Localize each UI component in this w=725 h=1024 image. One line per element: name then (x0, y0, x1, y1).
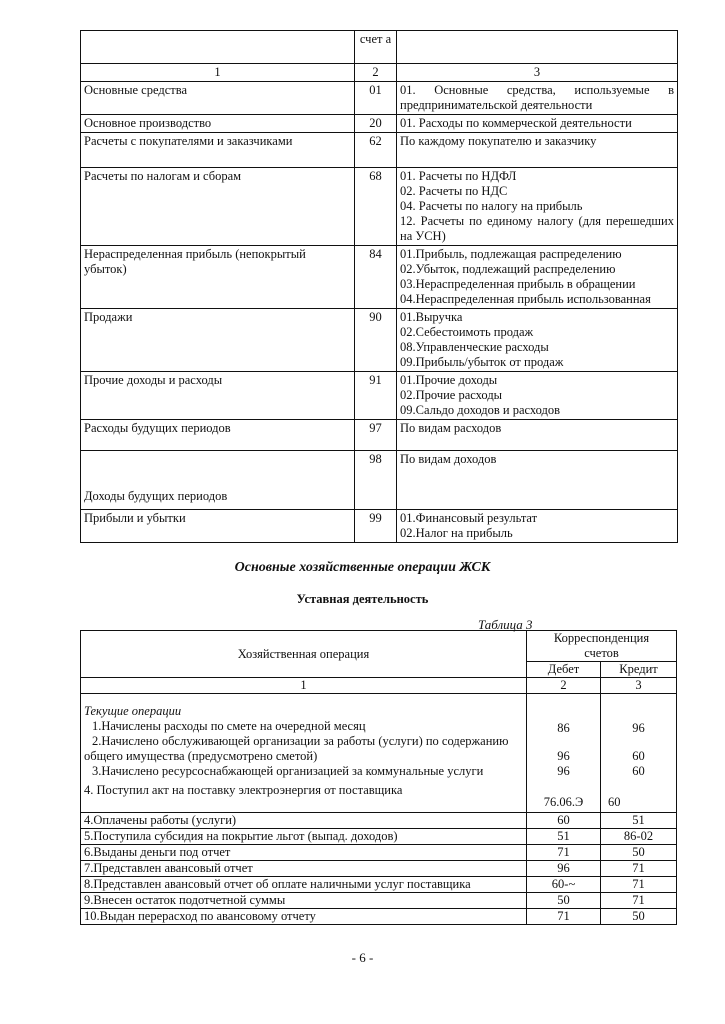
table-row (81, 829, 677, 845)
table-row (81, 909, 677, 925)
account-name: Продажи (81, 309, 355, 372)
table-row (81, 115, 678, 133)
debit-value: 96 (557, 749, 570, 763)
operation-text: 4.Оплачены работы (услуги) (81, 813, 527, 829)
current-ops-block (81, 694, 677, 813)
subaccount-line: 01. Расчеты по НДФЛ (400, 169, 517, 183)
table-number: Таблица 3 (478, 617, 533, 632)
page-number: - 6 - (351, 950, 374, 965)
subaccount-line: 01.Прочие доходы (400, 373, 498, 387)
accounts-header-row (81, 31, 678, 64)
credit-value: 71 (601, 861, 677, 877)
table-row (81, 133, 678, 168)
current-ops-title: Текущие операции (84, 704, 182, 718)
debit-value: 60-~ (527, 877, 601, 893)
current-ops-text (81, 694, 527, 813)
subaccount-cell (397, 510, 678, 543)
debit-value: 96 (557, 764, 570, 778)
account-name: Расчеты по налогам и сборам (81, 168, 355, 246)
colnum-3: 3 (601, 678, 677, 694)
debit-value: 71 (527, 845, 601, 861)
debit-value: 50 (527, 893, 601, 909)
debit-value: 71 (527, 909, 601, 925)
subaccount-cell (397, 372, 678, 420)
operation-text: 2.Начислено обслуживающей организации за работы (услуги) по содержанию общего имущества (предусмотрено сметой) (84, 734, 509, 763)
account-name: Прочие доходы и расходы (81, 372, 355, 420)
account-number: 68 (355, 168, 397, 246)
subaccount-line: 09.Сальдо доходов и расходов (400, 403, 561, 417)
subaccount-line: 08.Управленческие расходы (400, 340, 549, 354)
subaccount-line: 02.Себестоимоть продаж (400, 325, 534, 339)
subaccount-line: По каждому покупателю и заказчику (397, 133, 678, 168)
subaccount-line: 01. Основные средства, используемые в предпринимательской деятельности (400, 83, 674, 112)
subaccount-cell (397, 246, 678, 309)
debit-value: 96 (527, 861, 601, 877)
subaccount-line: 09.Прибыль/убыток от продаж (400, 355, 564, 369)
operation-text: 10.Выдан перерасход по авансовому отчету (81, 909, 527, 925)
account-number: 91 (355, 372, 397, 420)
colnum-2: 2 (527, 678, 601, 694)
debit-value: 60 (527, 813, 601, 829)
subaccount-line: 01.Выручка (400, 310, 463, 324)
table-row (81, 893, 677, 909)
debit-cell (527, 694, 601, 813)
operation-text: 1.Начислены расходы по смете на очередной месяц (92, 719, 366, 733)
credit-value: 60 (632, 764, 645, 778)
section-title: Основные хозяйственные операции ЖСК (234, 560, 491, 575)
subaccount-line: 04.Нераспределенная прибыль использованная (400, 292, 651, 306)
operation-text: 8.Представлен авансовый отчет об оплате наличными услуг поставщика (81, 877, 527, 893)
operation-text: 5.Поступила субсидия на покрытие льгот (выпад. доходов) (81, 829, 527, 845)
header-empty-1 (81, 31, 355, 64)
debit-value: 86 (557, 721, 570, 735)
subaccount-line: 04. Расчеты по налогу на прибыль (400, 199, 583, 213)
account-name: Прибыли и убытки (81, 510, 355, 543)
credit-value: 51 (601, 813, 677, 829)
debit-value: 76.06.Э (543, 795, 584, 809)
colnum-1: 1 (81, 64, 355, 82)
table-row (81, 420, 678, 451)
credit-cell (601, 694, 677, 813)
ops-colnum-row (81, 678, 677, 694)
account-name: Нераспределенная прибыль (непокрытый убыток) (81, 246, 355, 309)
subaccount-cell (397, 309, 678, 372)
table-row (81, 813, 677, 829)
credit-value: 60 (608, 795, 621, 809)
table-row (81, 246, 678, 309)
table-row (81, 309, 678, 372)
table-row (81, 845, 677, 861)
subaccount-line: 02.Налог на прибыль (400, 526, 513, 540)
table-row (81, 877, 677, 893)
account-number: 01 (355, 82, 397, 115)
operations-table (80, 630, 677, 925)
operation-text: 9.Внесен остаток подотчетной суммы (81, 893, 527, 909)
table-row (81, 510, 678, 543)
account-number: 97 (355, 420, 397, 451)
accounts-colnum-row (81, 64, 678, 82)
subaccount-line: 03.Нераспределенная прибыль в обращении (400, 277, 636, 291)
subaccount-line: По видам расходов (397, 420, 678, 451)
account-number: 90 (355, 309, 397, 372)
subaccount-cell (397, 168, 678, 246)
credit-value: 71 (601, 877, 677, 893)
account-number: 99 (355, 510, 397, 543)
account-name: Доходы будущих периодов (81, 451, 355, 510)
credit-value: 86-02 (601, 829, 677, 845)
account-number: 20 (355, 115, 397, 133)
subaccount-line: 02.Прочие расходы (400, 388, 503, 402)
colnum-3: 3 (397, 64, 678, 82)
operation-text: 3.Начислено ресурсоснабжающей организацией за коммунальные услуги (92, 764, 484, 778)
header-debit: Дебет (527, 662, 601, 678)
operation-text: 6.Выданы деньги под отчет (81, 845, 527, 861)
account-number: 98 (355, 451, 397, 510)
subaccount-line: 02. Расчеты по НДС (400, 184, 508, 198)
table-row (81, 861, 677, 877)
header-operation: Хозяйственная операция (81, 631, 527, 678)
credit-value: 50 (601, 845, 677, 861)
table-row (81, 372, 678, 420)
header-credit: Кредит (601, 662, 677, 678)
operation-text: 7.Представлен авансовый отчет (81, 861, 527, 877)
subaccount-line: 01.Финансовый результат (400, 511, 538, 525)
account-name: Расчеты с покупателями и заказчиками (81, 133, 355, 168)
ops-header-row (81, 631, 677, 662)
header-account-label: счет а (355, 31, 397, 64)
subsection-title: Уставная деятельность (296, 592, 429, 606)
colnum-1: 1 (81, 678, 527, 694)
account-name: Основные средства (81, 82, 355, 115)
table-row (81, 82, 678, 115)
account-name: Расходы будущих периодов (81, 420, 355, 451)
table-row (81, 451, 678, 510)
account-number: 62 (355, 133, 397, 168)
header-empty-3 (397, 31, 678, 64)
debit-value: 51 (527, 829, 601, 845)
operation-text: 4. Поступил акт на поставку электроэнергия от поставщика (84, 783, 403, 797)
subaccount-line: 12. Расчеты по единому налогу (для перешедших на УСН) (400, 214, 674, 243)
credit-value: 96 (632, 721, 645, 735)
credit-value: 50 (601, 909, 677, 925)
subaccount-line: 01.Прибыль, подлежащая распределению (400, 247, 622, 261)
subaccount-cell (397, 82, 678, 115)
colnum-2: 2 (355, 64, 397, 82)
credit-value: 60 (632, 749, 645, 763)
credit-value: 71 (601, 893, 677, 909)
subaccount-line: 02.Убыток, подлежащий распределению (400, 262, 616, 276)
accounts-table (80, 30, 678, 543)
account-name: Основное производство (81, 115, 355, 133)
table-row (81, 168, 678, 246)
account-number: 84 (355, 246, 397, 309)
subaccount-line: По видам доходов (397, 451, 678, 510)
subaccount-line: 01. Расходы по коммерческой деятельности (397, 115, 678, 133)
header-correspondence: Корреспонденция счетов (527, 631, 677, 662)
